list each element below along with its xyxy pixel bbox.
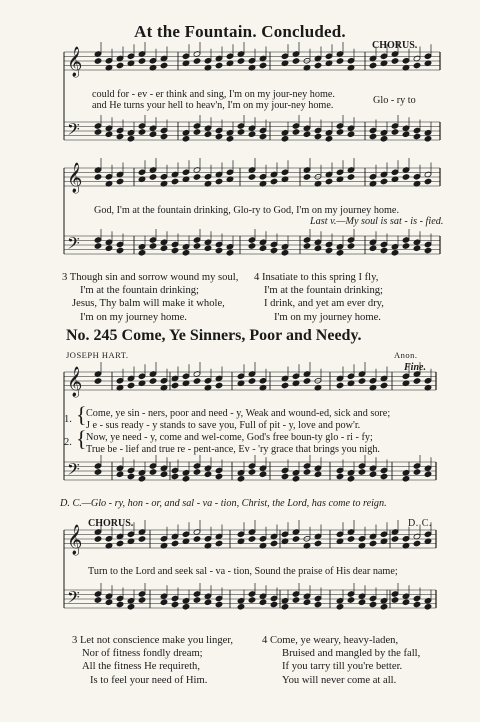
note-head <box>248 597 256 604</box>
note-head <box>94 58 102 65</box>
note-head <box>248 536 256 543</box>
brace-icon: { <box>76 402 87 427</box>
verse-number: 1. <box>64 414 72 425</box>
verse-line: 3 Though sin and sorrow wound my soul, <box>62 272 239 283</box>
note-head <box>182 135 190 142</box>
clef-icon: 𝄢 <box>67 119 80 143</box>
note-head <box>127 603 135 610</box>
page-title: At the Fountain. Concluded. <box>134 22 346 41</box>
note-head <box>171 178 179 185</box>
note-head <box>193 597 201 604</box>
dc-line: D. C.—Glo - ry, hon - or, and sal - va - tion, Christ, the Lord, has come to reign. <box>60 498 387 509</box>
note-head <box>116 247 124 254</box>
note-head <box>358 378 366 385</box>
note-head <box>369 62 377 69</box>
note-head <box>325 247 333 254</box>
note-head <box>105 245 113 252</box>
note-head <box>193 378 201 385</box>
note-head <box>193 58 201 65</box>
hymn-title: No. 245 Come, Ye Sinners, Poor and Needy. <box>66 327 362 344</box>
lyric-line: Turn to the Lord and seek sal - va - tion, Sound the praise of His dear name; <box>88 566 398 577</box>
note-head <box>94 243 102 250</box>
note-head <box>237 603 245 610</box>
note-head <box>138 249 146 256</box>
note-head <box>281 135 289 142</box>
note-head <box>303 131 311 138</box>
note-head <box>369 471 377 478</box>
note-head <box>94 597 102 604</box>
note-head <box>215 178 223 185</box>
note-head <box>193 469 201 476</box>
note-head <box>171 540 179 547</box>
note-head <box>369 601 377 608</box>
note-head <box>193 174 201 181</box>
note-head <box>138 58 146 65</box>
note-head <box>380 473 388 480</box>
lyric-line: Come, ye sin - ners, poor and need - y, Weak and wound-ed, sick and sore; <box>86 408 391 419</box>
note-head <box>226 249 234 256</box>
note-head <box>292 475 300 482</box>
lyric-line: could for - ev - er think and sing, I'm on my jour-ney home. <box>92 89 335 100</box>
note-head <box>138 536 146 543</box>
clef-icon: 𝄢 <box>67 233 80 257</box>
note-head <box>138 597 146 604</box>
note-head <box>303 243 311 250</box>
note-head <box>292 58 300 65</box>
verse-line: 4 Insatiate to this spring I fly, <box>254 272 379 283</box>
note-head <box>336 382 344 389</box>
note-head <box>160 471 168 478</box>
verse-4 <box>262 634 420 687</box>
note-head <box>171 382 179 389</box>
chorus-label: CHORUS. <box>88 518 134 529</box>
brace-icon: { <box>76 426 87 451</box>
note-head <box>127 382 135 389</box>
verse-4 <box>254 271 384 324</box>
note-head <box>402 243 410 250</box>
note-head <box>314 471 322 478</box>
clef-icon: 𝄞 <box>67 163 83 193</box>
note-head <box>127 473 135 480</box>
note-head <box>413 62 421 69</box>
note-head <box>248 378 256 385</box>
note-head <box>402 475 410 482</box>
note-head <box>204 245 212 252</box>
note-head <box>182 249 190 256</box>
note-head <box>193 536 201 543</box>
note-head <box>347 243 355 250</box>
verse-line: Bruised and mangled by the fall, <box>282 648 421 660</box>
clef-icon: 𝄢 <box>67 459 80 483</box>
lyric-line: Now, ye need - y, come and wel-come, God's free boun-ty glo - ri - fy; <box>86 432 373 443</box>
note-head <box>94 469 102 476</box>
note-head <box>336 129 344 136</box>
note-head <box>149 469 157 476</box>
verse-line: I drink, and yet am ever dry, <box>264 298 384 310</box>
dc-mark: D. C. <box>408 518 432 529</box>
note-head <box>193 243 201 250</box>
verse-line: Jesus, Thy balm will make it whole, <box>72 298 225 310</box>
note-head <box>391 58 399 65</box>
note-head <box>149 243 157 250</box>
note-head <box>215 473 223 480</box>
clef-icon: 𝄞 <box>67 525 83 555</box>
note-head <box>94 129 102 136</box>
note-head <box>270 247 278 254</box>
note-head <box>215 247 223 254</box>
clef-icon: 𝄞 <box>67 367 83 397</box>
note-head <box>193 129 201 136</box>
lyric-line: J e - sus ready - y stands to save you, Full of pit - y, love and pow'r. <box>86 420 361 431</box>
note-head <box>259 245 267 252</box>
note-head <box>237 475 245 482</box>
note-head <box>336 249 344 256</box>
note-head <box>413 133 421 140</box>
note-head <box>116 178 124 185</box>
note-head <box>149 378 157 385</box>
note-head <box>237 58 245 65</box>
note-head <box>303 469 311 476</box>
note-head <box>215 382 223 389</box>
note-head <box>391 536 399 543</box>
note-head <box>215 601 223 608</box>
note-head <box>270 540 278 547</box>
note-head <box>259 62 267 69</box>
lyric-line: God, I'm at the fountain drinking, Glo-ry to God, I'm on my journey home. <box>94 205 400 216</box>
verse-3 <box>62 271 238 324</box>
note-head <box>380 603 388 610</box>
note-head <box>413 601 421 608</box>
note-head <box>303 378 311 385</box>
note-head <box>105 599 113 606</box>
note-head <box>314 601 322 608</box>
note-head <box>171 601 179 608</box>
note-head <box>347 131 355 138</box>
note-head <box>270 178 278 185</box>
note-head <box>380 247 388 254</box>
note-head <box>259 471 267 478</box>
verse-line: All the fitness He requireth, <box>82 661 200 673</box>
note-head <box>358 599 366 606</box>
note-head <box>138 475 146 482</box>
note-head <box>336 58 344 65</box>
note-head <box>281 382 289 389</box>
note-head <box>325 135 333 142</box>
note-head <box>369 540 377 547</box>
note-head <box>204 599 212 606</box>
verse-3 <box>72 634 233 687</box>
note-head <box>413 469 421 476</box>
lyric-line: and He turns your hell to heav'n, I'm on my jour-ney home. <box>92 100 334 111</box>
note-head <box>303 174 311 181</box>
note-head <box>281 473 289 480</box>
author: JOSEPH HART. <box>66 350 129 360</box>
note-head <box>358 469 366 476</box>
note-head <box>94 174 102 181</box>
note-head <box>182 475 190 482</box>
note-head <box>292 129 300 136</box>
note-head <box>292 597 300 604</box>
note-head <box>116 133 124 140</box>
note-head <box>94 378 102 385</box>
note-head <box>380 178 388 185</box>
lyric-line: Glo - ry to <box>373 95 416 106</box>
note-head <box>182 603 190 610</box>
note-head <box>116 471 124 478</box>
fine-mark: Fine. <box>404 362 426 373</box>
composer: Anon. <box>394 350 418 360</box>
note-head <box>424 247 432 254</box>
note-head <box>292 536 300 543</box>
note-head <box>127 135 135 142</box>
lyric-line: True be - lief and true re - pent-ance, Ev - 'ry grace that brings you nigh. <box>86 444 380 455</box>
note-head <box>424 178 432 185</box>
note-head <box>314 540 322 547</box>
note-head <box>413 378 421 385</box>
verse-line: You will never come at all. <box>282 674 397 686</box>
chorus-label: CHORUS. <box>372 40 418 51</box>
note-head <box>105 131 113 138</box>
note-head <box>424 603 432 610</box>
clef-icon: 𝄢 <box>67 587 80 611</box>
note-head <box>259 133 267 140</box>
note-head <box>424 471 432 478</box>
note-head <box>215 540 223 547</box>
note-head <box>336 603 344 610</box>
note-head <box>160 133 168 140</box>
note-head <box>369 245 377 252</box>
note-head <box>402 174 410 181</box>
note-head <box>281 603 289 610</box>
note-head <box>380 382 388 389</box>
note-head <box>248 243 256 250</box>
note-head <box>369 133 377 140</box>
note-head <box>380 135 388 142</box>
note-head <box>215 62 223 69</box>
clef-icon: 𝄞 <box>67 47 83 77</box>
note-head <box>270 601 278 608</box>
verse-line: I'm at the fountain drinking; <box>264 285 384 297</box>
note-head <box>303 599 311 606</box>
note-head <box>391 597 399 604</box>
verse-line: 3 Let not conscience make you linger, <box>72 635 234 646</box>
note-head <box>248 469 256 476</box>
note-head <box>336 473 344 480</box>
note-head <box>248 174 256 181</box>
note-head <box>149 174 157 181</box>
note-head <box>347 174 355 181</box>
note-head <box>116 601 124 608</box>
note-head <box>160 245 168 252</box>
verse-number: 2. <box>64 437 72 448</box>
note-head <box>413 245 421 252</box>
verse-line: I'm at the fountain drinking; <box>80 285 200 297</box>
lyric-line: Last v.—My soul is sat - is - fied. <box>310 216 444 227</box>
verse-line: I'm on my journey home. <box>274 311 381 323</box>
note-head <box>325 178 333 185</box>
note-head <box>347 536 355 543</box>
verse-line: I'm on my journey home. <box>80 311 187 323</box>
note-head <box>281 249 289 256</box>
note-head <box>116 62 124 69</box>
verse-line: 4 Come, ye weary, heavy-laden, <box>262 635 399 646</box>
verse-line: Nor of fitness fondly dream; <box>82 648 203 660</box>
note-head <box>314 62 322 69</box>
note-head <box>204 471 212 478</box>
note-head <box>171 247 179 254</box>
note-head <box>226 135 234 142</box>
note-head <box>237 129 245 136</box>
verse-line: Is to feel your need of Him. <box>90 674 208 686</box>
note-head <box>314 133 322 140</box>
note-head <box>248 131 256 138</box>
note-head <box>314 245 322 252</box>
note-head <box>259 599 267 606</box>
note-head <box>160 599 168 606</box>
note-head <box>402 131 410 138</box>
verse-line: If you tarry till you're better. <box>282 661 403 673</box>
note-head <box>402 599 410 606</box>
note-head <box>391 249 399 256</box>
note-head <box>138 129 146 136</box>
note-head <box>171 473 179 480</box>
note-head <box>347 475 355 482</box>
note-head <box>215 133 223 140</box>
note-head <box>94 536 102 543</box>
note-head <box>204 131 212 138</box>
note-head <box>413 540 421 547</box>
note-head <box>116 540 124 547</box>
note-head <box>424 135 432 142</box>
note-head <box>149 131 157 138</box>
note-head <box>160 62 168 69</box>
note-head <box>347 597 355 604</box>
note-head <box>391 129 399 136</box>
